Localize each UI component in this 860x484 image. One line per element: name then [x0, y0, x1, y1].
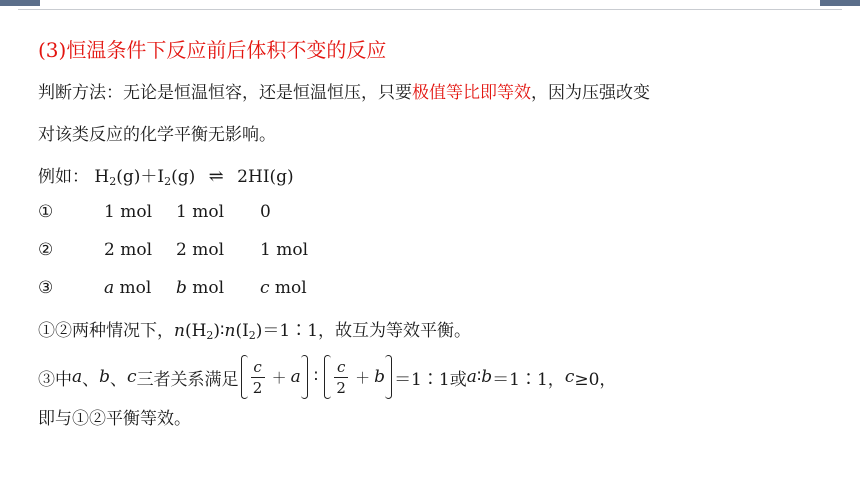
- var-c: c: [260, 278, 270, 298]
- case-row-1: [38, 202, 438, 226]
- method-suffix: ，因为压强改变: [531, 83, 650, 103]
- equilibrium-arrow-icon: ⇌: [208, 166, 224, 187]
- plus-sign: ＋: [355, 368, 371, 387]
- conclusion-1-suffix: )＝1∶1，故互为等效平衡。: [255, 321, 472, 341]
- c2-sep2: 、: [110, 369, 128, 390]
- h2-sub: 2: [206, 329, 214, 342]
- case-marker-1: ①: [38, 202, 54, 222]
- case-3-i2: [176, 278, 224, 298]
- method-prefix: 判断方法：无论是恒温恒容，还是恒温恒压，只要: [38, 83, 412, 103]
- c2-a: a: [72, 367, 83, 387]
- fraction-c-over-2: [251, 358, 265, 397]
- conclusion-2: [38, 352, 616, 402]
- case-1-i2: 1 mol: [176, 202, 225, 222]
- case-row-2: [38, 240, 438, 264]
- case-2-hi: 1 mol: [260, 240, 309, 260]
- unit-mol-a: mol: [114, 278, 152, 298]
- c2-eq: ＝1∶1或: [394, 369, 467, 390]
- c2-b: b: [99, 367, 111, 387]
- section-title: [38, 34, 386, 63]
- case-marker-2: ②: [38, 240, 54, 260]
- i2-sub: 2: [248, 329, 256, 342]
- top-accent-left: [0, 0, 40, 6]
- c2-sep1: 、: [82, 369, 100, 390]
- case-1-hi: 0: [260, 202, 271, 222]
- c2-a2: a: [466, 367, 477, 387]
- c2-c2: c: [564, 367, 575, 387]
- product-hi: 2HI(g): [237, 167, 294, 187]
- section-title-text: (3)恒温条件下反应前后体积不变的反应: [38, 38, 387, 62]
- case-row-3: [38, 278, 438, 302]
- top-border: [0, 0, 860, 14]
- paren-left-icon: [241, 355, 248, 399]
- method-line-2-text: 对该类反应的化学平衡无影响。: [38, 125, 276, 145]
- conclusion-2-line-2: [38, 404, 191, 429]
- i-paren: (I: [235, 321, 249, 341]
- fraction-c-over-2: [334, 358, 348, 397]
- h-symbol: H: [94, 167, 110, 187]
- conclusion-1-prefix: ①②两种情况下，: [38, 321, 174, 341]
- example-equation: [38, 162, 294, 187]
- c2-line2: 即与①②平衡等效。: [38, 409, 191, 429]
- fraction-bar: [251, 377, 265, 378]
- term-b: b: [374, 367, 386, 387]
- ratio-colon: )∶: [213, 321, 225, 341]
- reactant-h2: [94, 167, 116, 187]
- case-marker-3: ③: [38, 278, 54, 298]
- frac-num: c: [253, 357, 262, 376]
- unit-mol-c: mol: [269, 278, 307, 298]
- ratio-term-b: [324, 354, 392, 400]
- reactant-i-prefix: (g)＋I: [116, 167, 165, 187]
- term-a: a: [290, 367, 301, 387]
- paren-right-icon: [301, 355, 308, 399]
- reactant-i-state: (g): [171, 167, 196, 187]
- unit-mol-b: mol: [186, 278, 225, 298]
- c2-eq2: ＝1∶1，: [492, 369, 565, 390]
- frac-num: c: [336, 357, 346, 376]
- c2-prefix: ③中: [38, 369, 72, 390]
- h-subscript: 2: [109, 175, 117, 188]
- method-highlight: 极值等比即等效: [412, 83, 531, 103]
- case-1-h2: 1 mol: [104, 202, 153, 222]
- conclusion-1: [38, 316, 471, 341]
- c2-b2: b: [481, 367, 493, 387]
- c2-ge: ≥0，: [574, 369, 617, 390]
- example-label: 例如：: [38, 167, 89, 187]
- paren-right-icon: [385, 355, 392, 399]
- ratio-colon-2: ∶: [313, 367, 319, 387]
- var-a: a: [104, 278, 115, 298]
- c2-c: c: [127, 367, 137, 387]
- c2-text1: 三者关系满足: [136, 369, 239, 390]
- i-subscript: 2: [164, 175, 172, 188]
- case-3-hi: [260, 278, 307, 298]
- top-rule: [18, 9, 842, 10]
- var-b: b: [176, 278, 187, 298]
- method-line-2: [38, 120, 276, 145]
- case-3-h2: [104, 278, 151, 298]
- h-paren: (H: [184, 321, 207, 341]
- case-2-i2: 2 mol: [176, 240, 225, 260]
- paren-left-icon: [324, 355, 331, 399]
- case-2-h2: 2 mol: [104, 240, 153, 260]
- n-symbol: n: [174, 321, 185, 341]
- frac-den: 2: [252, 378, 263, 397]
- method-line-1: [38, 78, 650, 103]
- top-accent-right: [820, 0, 860, 6]
- frac-den: 2: [336, 378, 346, 397]
- plus-sign: ＋: [271, 368, 287, 387]
- n-symbol-2: n: [224, 321, 236, 341]
- c2-colon2: ∶: [476, 367, 482, 387]
- ratio-term-a: [241, 354, 308, 400]
- fraction-bar: [334, 377, 348, 378]
